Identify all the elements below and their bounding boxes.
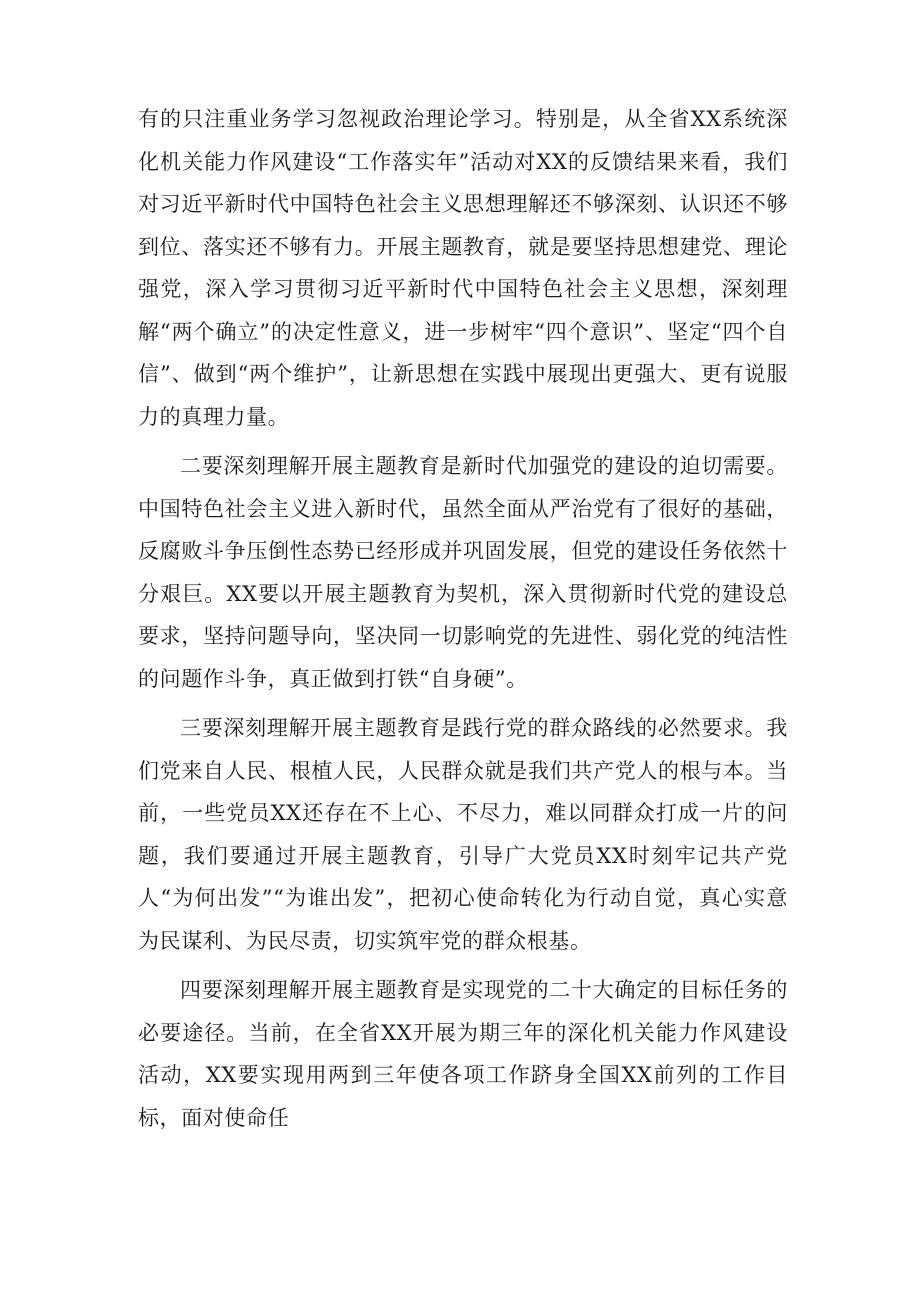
document-page bbox=[138, 98, 788, 1146]
paragraph-2: 二要深刻理解开展主题教育是新时代加强党的建设的迫切需要。中国特色社会主义进入新时代，虽然全面从严治党有了很好的基础，反腐败斗争压倒性态势已经形成并巩固发展，但党的建设任务依然十分艰巨。XX要以开展主题教育为契机，深入贯彻新时代党的建设总要求，坚持问题导向，坚决同一切影响党的先进性、弱化党的纯洁性的问题作斗争，真正做到打铁“自身硬”。 bbox=[138, 454, 788, 691]
paragraph-3: 三要深刻理解开展主题教育是践行党的群众路线的必然要求。我们党来自人民、根植人民，人民群众就是我们共产党人的根与本。当前，一些党员XX还存在不上心、不尽力，难以同群众打成一片的问题，我们要通过开展主题教育，引导广大党员XX时刻牢记共产党人“为何出发”“为谁出发”，把初心使命转化为行动自觉，真心实意为民谋利、为民尽责，切实筑牢党的群众根基。 bbox=[138, 716, 788, 953]
paragraph-1: 有的只注重业务学习忽视政治理论学习。特别是，从全省XX系统深化机关能力作风建设“工作落实年”活动对XX的反馈结果来看，我们对习近平新时代中国特色社会主义思想理解还不够深刻、认识还不够到位、落实还不够有力。开展主题教育，就是要坚持思想建党、理论强党，深入学习贯彻习近平新时代中国特色社会主义思想，深刻理解“两个确立”的决定性意义，进一步树牢“四个意识”、坚定“四个自信”、做到“两个维护”，让新思想在实践中展现出更强大、更有说服力的真理力量。 bbox=[138, 107, 788, 429]
paragraph-4: 四要深刻理解开展主题教育是实现党的二十大确定的目标任务的必要途径。当前，在全省XX开展为期三年的深化机关能力作风建设活动，XX要实现用两到三年使各项工作跻身全国XX前列的工作目标，面对使命任 bbox=[138, 978, 788, 1130]
